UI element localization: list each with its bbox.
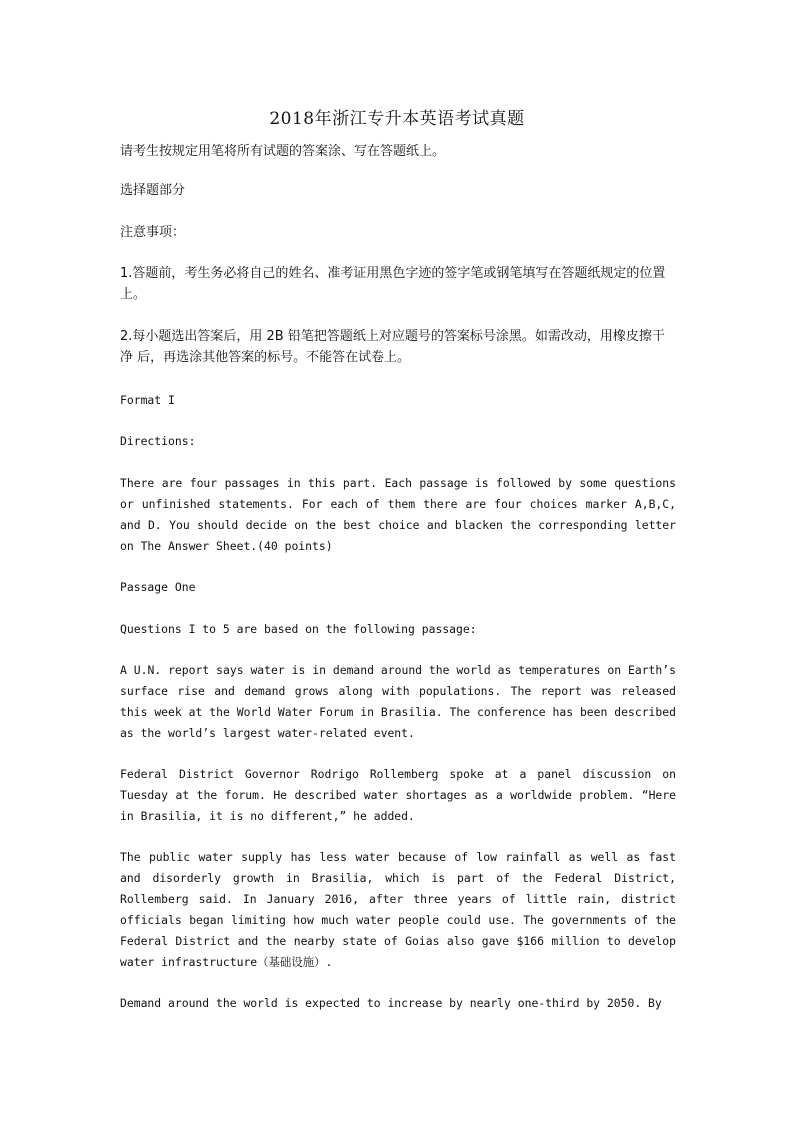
notice-item-2: 2.每小题选出答案后，用 2B 铅笔把答题纸上对应题号的答案标号涂黑。如需改动，用橡皮擦干净 后，再选涂其他答案的标号。不能答在试卷上。 [120,329,665,365]
notice-heading: 注意事项： [120,225,186,240]
notice-item-1: 1.答题前，考生务必将自己的姓名、准考证用黑色字迹的签字笔或钢笔填写在答题纸规定的位置上。 [120,266,666,302]
format-label: Format I [120,393,175,407]
directions-heading: Directions: [120,434,196,448]
passage-title: Passage One [120,580,196,594]
passage-paragraph-2: Federal District Governor Rodrigo Rollemberg spoke at a panel discussion on Tuesday at the forum. He described water shortages as a worldwide problem. “Here in Brasilia, it is no different,” he added. [120,767,676,823]
passage-paragraph-4: Demand around the world is expected to increase by nearly one-third by 2050. By [120,996,662,1010]
questions-intro: Questions I to 5 are based on the following passage: [120,622,477,636]
instruction-text: 请考生按规定用笔将所有试题的答案涂、写在答题纸上。 [120,144,446,159]
passage-paragraph-1: A U.N. report says water is in demand around the world as temperatures on Earth’s surface rise and demand grows along with populations. The report was released this week at the World Water Forum in Brasilia. The conference has been described as the world’s largest water-related event. [120,663,676,740]
directions-text: There are four passages in this part. Each passage is followed by some questions or unfinished statements. For each of them there are four choices marker A,B,C, and D. You should decide on the best choice and blacken the corresponding letter on The Answer Sheet.(40 points) [120,476,676,553]
section-heading: 选择题部分 [120,183,186,198]
document-title: 2018年浙江专升本英语考试真题 [269,109,525,129]
passage-paragraph-3: The public water supply has less water because of low rainfall as well as fast and disorderly growth in Brasilia, which is part of the Federal District, Rollemberg said. In January 2016, after three years of little rain, district officials began limiting how much water people could use. The governments of the Federal District and the nearby state of Goias also gave $166 million to develop water infrastructure（基础设施）. [120,850,676,969]
